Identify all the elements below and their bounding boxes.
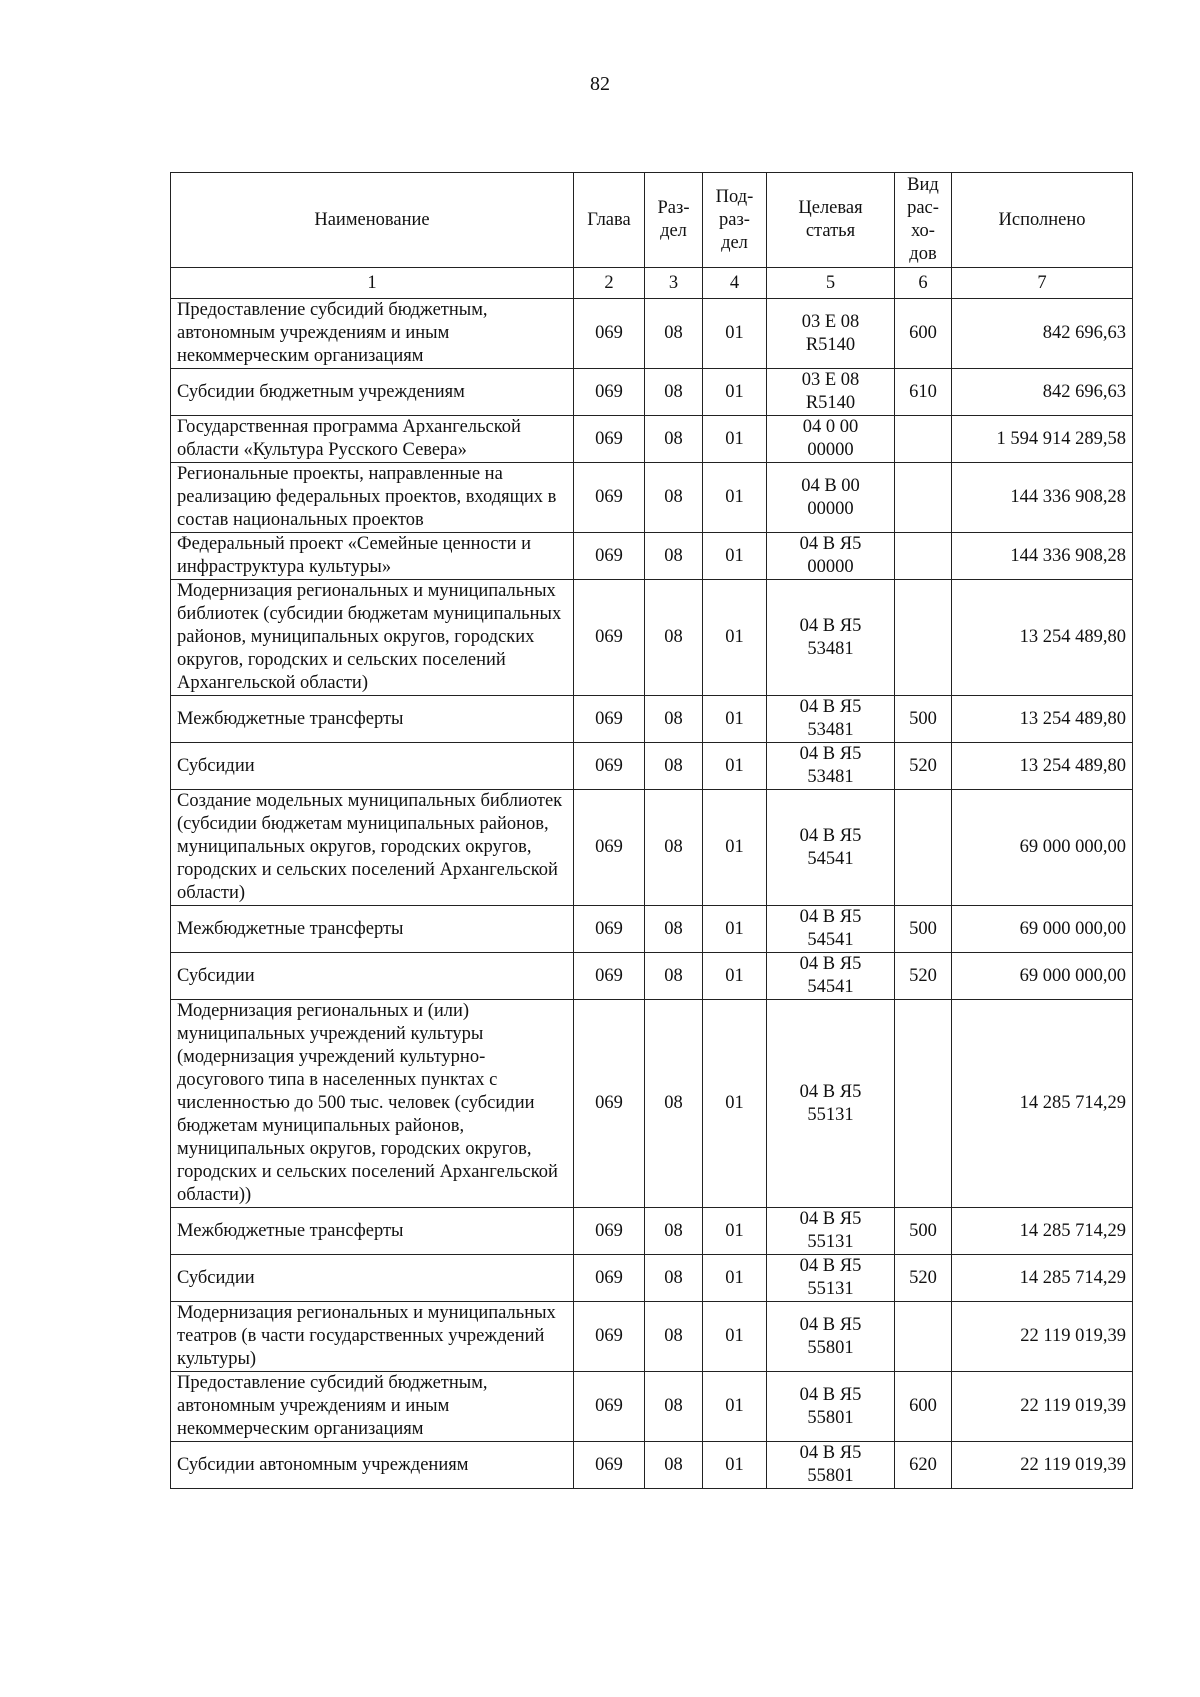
row-name: Модернизация региональных и муниципальных театров (в части государственных учреждений культуры) bbox=[171, 1302, 574, 1372]
header-row bbox=[171, 173, 1133, 268]
row-target-article: 04 В Я5 55801 bbox=[767, 1372, 895, 1442]
row-amount: 14 285 714,29 bbox=[952, 1255, 1133, 1302]
column-number: 4 bbox=[703, 268, 767, 299]
row-name: Межбюджетные трансферты bbox=[171, 906, 574, 953]
row-amount: 69 000 000,00 bbox=[952, 953, 1133, 1000]
table-row bbox=[171, 1255, 1133, 1302]
row-chapter: 069 bbox=[574, 1302, 645, 1372]
row-target-article: 04 В 00 00000 bbox=[767, 463, 895, 533]
row-amount: 842 696,63 bbox=[952, 299, 1133, 369]
row-expense-type: 500 bbox=[895, 696, 952, 743]
row-section: 08 bbox=[645, 1442, 703, 1489]
row-target-article: 04 В Я5 54541 bbox=[767, 790, 895, 906]
row-expense-type: 610 bbox=[895, 369, 952, 416]
header-executed: Исполнено bbox=[952, 173, 1133, 268]
row-target-article: 04 В Я5 00000 bbox=[767, 533, 895, 580]
row-target-article: 04 В Я5 54541 bbox=[767, 953, 895, 1000]
row-section: 08 bbox=[645, 1255, 703, 1302]
row-expense-type bbox=[895, 463, 952, 533]
row-target-article: 04 В Я5 53481 bbox=[767, 696, 895, 743]
row-amount: 144 336 908,28 bbox=[952, 533, 1133, 580]
row-target-article: 03 Е 08 R5140 bbox=[767, 299, 895, 369]
table-row bbox=[171, 1372, 1133, 1442]
row-amount: 13 254 489,80 bbox=[952, 743, 1133, 790]
column-number: 6 bbox=[895, 268, 952, 299]
row-name: Предоставление субсидий бюджетным, автономным учреждениям и иным некоммерческим организациям bbox=[171, 1372, 574, 1442]
table-row bbox=[171, 906, 1133, 953]
row-chapter: 069 bbox=[574, 1000, 645, 1208]
row-subsection: 01 bbox=[703, 1372, 767, 1442]
row-amount: 13 254 489,80 bbox=[952, 580, 1133, 696]
row-subsection: 01 bbox=[703, 416, 767, 463]
row-expense-type: 520 bbox=[895, 953, 952, 1000]
row-amount: 22 119 019,39 bbox=[952, 1372, 1133, 1442]
row-target-article: 04 В Я5 55131 bbox=[767, 1000, 895, 1208]
row-subsection: 01 bbox=[703, 790, 767, 906]
row-name: Субсидии bbox=[171, 743, 574, 790]
row-expense-type bbox=[895, 790, 952, 906]
row-chapter: 069 bbox=[574, 1442, 645, 1489]
row-name: Межбюджетные трансферты bbox=[171, 1208, 574, 1255]
budget-table bbox=[170, 172, 1133, 1489]
row-section: 08 bbox=[645, 696, 703, 743]
row-chapter: 069 bbox=[574, 416, 645, 463]
row-target-article: 04 В Я5 53481 bbox=[767, 743, 895, 790]
column-number: 3 bbox=[645, 268, 703, 299]
row-target-article: 03 Е 08 R5140 bbox=[767, 369, 895, 416]
row-chapter: 069 bbox=[574, 1208, 645, 1255]
row-chapter: 069 bbox=[574, 696, 645, 743]
table-row bbox=[171, 299, 1133, 369]
column-number: 7 bbox=[952, 268, 1133, 299]
column-number-row bbox=[171, 268, 1133, 299]
row-subsection: 01 bbox=[703, 1000, 767, 1208]
row-name: Модернизация региональных и (или) муниципальных учреждений культуры (модернизация учреждений культурно-досугового типа в населенных пунктах с численностью до 500 тыс. человек (субсидии бюджетам муниципальных районов, муниципальных округов, городских округов, городских и сельских поселений Архангельской области)) bbox=[171, 1000, 574, 1208]
row-amount: 14 285 714,29 bbox=[952, 1208, 1133, 1255]
row-expense-type: 500 bbox=[895, 1208, 952, 1255]
row-amount: 69 000 000,00 bbox=[952, 906, 1133, 953]
header-expense-type: Вид рас- хо- дов bbox=[895, 173, 952, 268]
row-target-article: 04 В Я5 54541 bbox=[767, 906, 895, 953]
row-chapter: 069 bbox=[574, 463, 645, 533]
row-subsection: 01 bbox=[703, 953, 767, 1000]
row-chapter: 069 bbox=[574, 790, 645, 906]
row-section: 08 bbox=[645, 953, 703, 1000]
row-amount: 22 119 019,39 bbox=[952, 1442, 1133, 1489]
header-target-article: Целевая статья bbox=[767, 173, 895, 268]
row-name: Субсидии автономным учреждениям bbox=[171, 1442, 574, 1489]
row-target-article: 04 В Я5 55131 bbox=[767, 1255, 895, 1302]
row-target-article: 04 В Я5 53481 bbox=[767, 580, 895, 696]
row-section: 08 bbox=[645, 580, 703, 696]
row-amount: 13 254 489,80 bbox=[952, 696, 1133, 743]
row-subsection: 01 bbox=[703, 533, 767, 580]
row-subsection: 01 bbox=[703, 906, 767, 953]
row-target-article: 04 В Я5 55131 bbox=[767, 1208, 895, 1255]
row-expense-type bbox=[895, 1302, 952, 1372]
table-row bbox=[171, 463, 1133, 533]
row-chapter: 069 bbox=[574, 953, 645, 1000]
table-row bbox=[171, 696, 1133, 743]
row-section: 08 bbox=[645, 1208, 703, 1255]
header-name: Наименование bbox=[171, 173, 574, 268]
row-amount: 14 285 714,29 bbox=[952, 1000, 1133, 1208]
column-number: 5 bbox=[767, 268, 895, 299]
row-expense-type: 620 bbox=[895, 1442, 952, 1489]
header-section: Раз- дел bbox=[645, 173, 703, 268]
table-header bbox=[171, 173, 1133, 299]
row-expense-type bbox=[895, 580, 952, 696]
row-chapter: 069 bbox=[574, 743, 645, 790]
row-amount: 69 000 000,00 bbox=[952, 790, 1133, 906]
row-subsection: 01 bbox=[703, 696, 767, 743]
header-chapter: Глава bbox=[574, 173, 645, 268]
row-name: Субсидии bbox=[171, 953, 574, 1000]
row-target-article: 04 В Я5 55801 bbox=[767, 1302, 895, 1372]
row-chapter: 069 bbox=[574, 369, 645, 416]
table-row bbox=[171, 369, 1133, 416]
table-row bbox=[171, 790, 1133, 906]
row-chapter: 069 bbox=[574, 1255, 645, 1302]
row-chapter: 069 bbox=[574, 299, 645, 369]
row-chapter: 069 bbox=[574, 906, 645, 953]
row-section: 08 bbox=[645, 369, 703, 416]
row-subsection: 01 bbox=[703, 580, 767, 696]
row-section: 08 bbox=[645, 533, 703, 580]
row-subsection: 01 bbox=[703, 743, 767, 790]
row-section: 08 bbox=[645, 1302, 703, 1372]
row-subsection: 01 bbox=[703, 369, 767, 416]
table-row bbox=[171, 416, 1133, 463]
row-name: Субсидии бюджетным учреждениям bbox=[171, 369, 574, 416]
table-row bbox=[171, 1208, 1133, 1255]
row-section: 08 bbox=[645, 416, 703, 463]
row-subsection: 01 bbox=[703, 463, 767, 533]
row-amount: 22 119 019,39 bbox=[952, 1302, 1133, 1372]
row-section: 08 bbox=[645, 743, 703, 790]
row-amount: 842 696,63 bbox=[952, 369, 1133, 416]
row-expense-type: 600 bbox=[895, 299, 952, 369]
row-section: 08 bbox=[645, 299, 703, 369]
row-subsection: 01 bbox=[703, 1255, 767, 1302]
row-subsection: 01 bbox=[703, 1208, 767, 1255]
row-expense-type: 600 bbox=[895, 1372, 952, 1442]
row-name: Предоставление субсидий бюджетным, автономным учреждениям и иным некоммерческим организациям bbox=[171, 299, 574, 369]
row-expense-type bbox=[895, 1000, 952, 1208]
row-expense-type bbox=[895, 416, 952, 463]
row-expense-type bbox=[895, 533, 952, 580]
row-name: Создание модельных муниципальных библиотек (субсидии бюджетам муниципальных районов, муниципальных округов, городских округов, городских и сельских поселений Архангельской области) bbox=[171, 790, 574, 906]
page-number: 82 bbox=[590, 73, 610, 95]
column-number: 1 bbox=[171, 268, 574, 299]
row-section: 08 bbox=[645, 790, 703, 906]
table-row bbox=[171, 1000, 1133, 1208]
row-expense-type: 520 bbox=[895, 1255, 952, 1302]
table-row bbox=[171, 533, 1133, 580]
row-name: Модернизация региональных и муниципальных библиотек (субсидии бюджетам муниципальных районов, муниципальных округов, городских округов, городских и сельских поселений Архангельской области) bbox=[171, 580, 574, 696]
row-section: 08 bbox=[645, 906, 703, 953]
table-body bbox=[171, 299, 1133, 1489]
row-section: 08 bbox=[645, 1372, 703, 1442]
table-row bbox=[171, 1442, 1133, 1489]
table-row bbox=[171, 953, 1133, 1000]
row-expense-type: 500 bbox=[895, 906, 952, 953]
row-expense-type: 520 bbox=[895, 743, 952, 790]
row-chapter: 069 bbox=[574, 1372, 645, 1442]
column-number: 2 bbox=[574, 268, 645, 299]
row-amount: 1 594 914 289,58 bbox=[952, 416, 1133, 463]
row-amount: 144 336 908,28 bbox=[952, 463, 1133, 533]
row-name: Субсидии bbox=[171, 1255, 574, 1302]
row-section: 08 bbox=[645, 1000, 703, 1208]
row-target-article: 04 В Я5 55801 bbox=[767, 1442, 895, 1489]
row-name: Региональные проекты, направленные на реализацию федеральных проектов, входящих в состав национальных проектов bbox=[171, 463, 574, 533]
table-row bbox=[171, 580, 1133, 696]
row-target-article: 04 0 00 00000 bbox=[767, 416, 895, 463]
row-name: Федеральный проект «Семейные ценности и инфраструктура культуры» bbox=[171, 533, 574, 580]
row-subsection: 01 bbox=[703, 299, 767, 369]
table-row bbox=[171, 743, 1133, 790]
row-name: Межбюджетные трансферты bbox=[171, 696, 574, 743]
row-subsection: 01 bbox=[703, 1302, 767, 1372]
table-row bbox=[171, 1302, 1133, 1372]
header-subsection: Под- раз- дел bbox=[703, 173, 767, 268]
row-section: 08 bbox=[645, 463, 703, 533]
row-subsection: 01 bbox=[703, 1442, 767, 1489]
row-chapter: 069 bbox=[574, 533, 645, 580]
row-chapter: 069 bbox=[574, 580, 645, 696]
row-name: Государственная программа Архангельской области «Культура Русского Севера» bbox=[171, 416, 574, 463]
